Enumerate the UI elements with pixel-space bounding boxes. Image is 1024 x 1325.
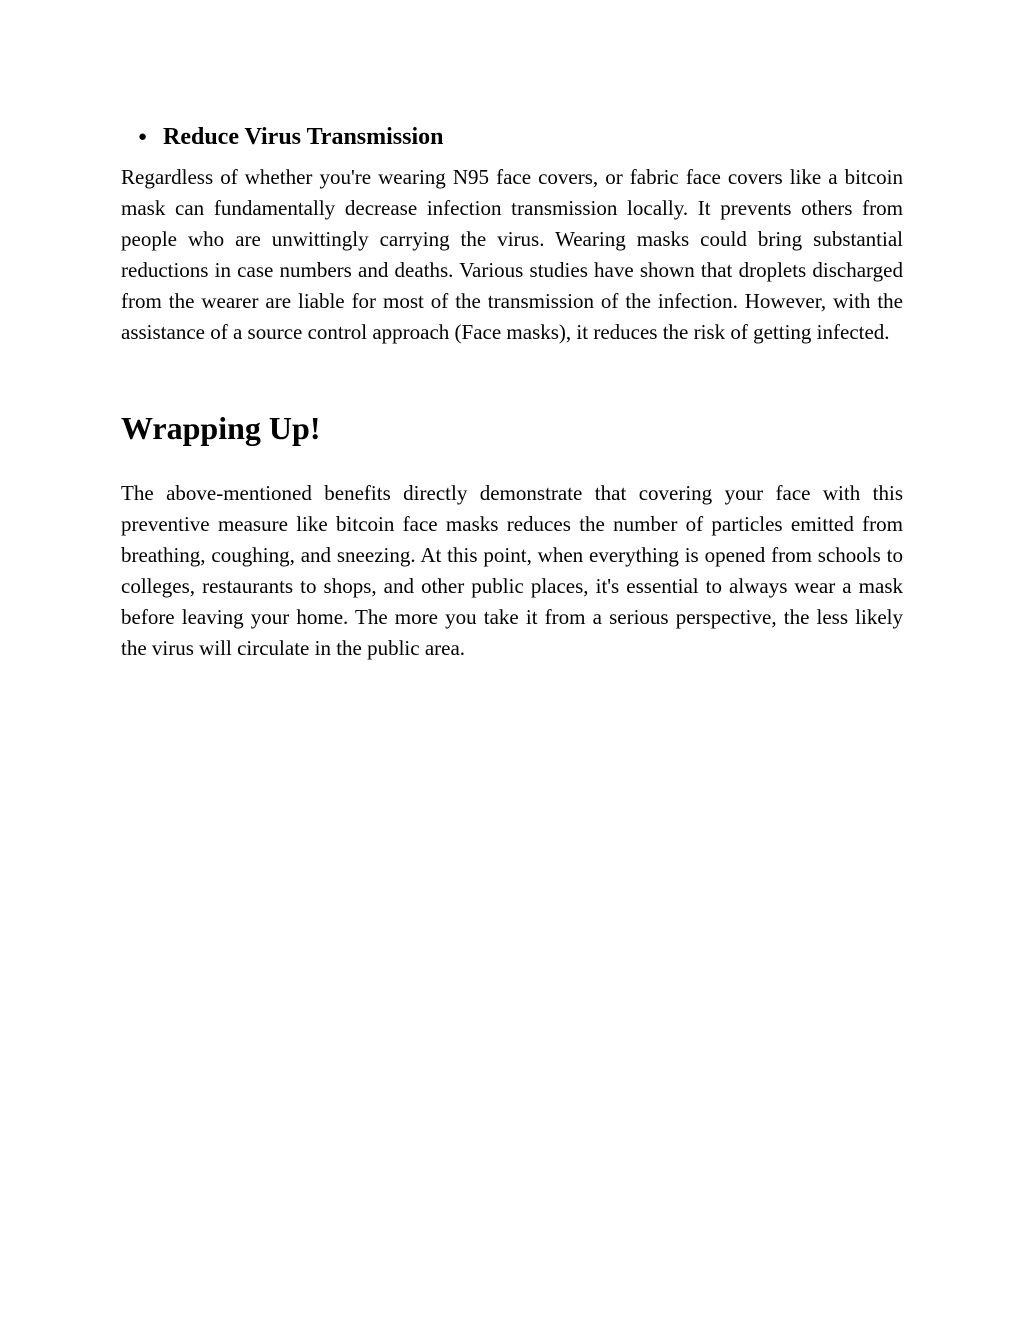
bullet-heading-reduce-virus-transmission bbox=[138, 120, 903, 154]
bullet-icon: ● bbox=[138, 128, 148, 145]
bullet-heading-text: Reduce Virus Transmission bbox=[163, 124, 444, 150]
paragraph-virus-transmission: Regardless of whether you're wearing N95 face covers, or fabric face covers like a bitcoin mask can fundamentally decrease infection transmission locally. It prevents others from people who are unwittingly carrying the virus. Wearing masks could bring substantial reductions in case numbers and deaths. Various studies have shown that droplets discharged from the wearer are liable for most of the transmission of the infection. However, with the assistance of a source control approach (Face masks), it reduces the risk of getting infected. bbox=[121, 165, 903, 344]
paragraph-wrapping-up: The above-mentioned benefits directly demonstrate that covering your face with this preventive measure like bitcoin face masks reduces the number of particles emitted from breathing, coughing, and sneezing. At this point, when everything is opened from schools to colleges, restaurants to shops, and other public places, it's essential to always wear a mask before leaving your home. The more you take it from a serious perspective, the less likely the virus will circulate in the public area. bbox=[121, 481, 903, 660]
document-content bbox=[121, 120, 903, 664]
section-heading-wrapping-up: Wrapping Up! bbox=[121, 410, 321, 446]
